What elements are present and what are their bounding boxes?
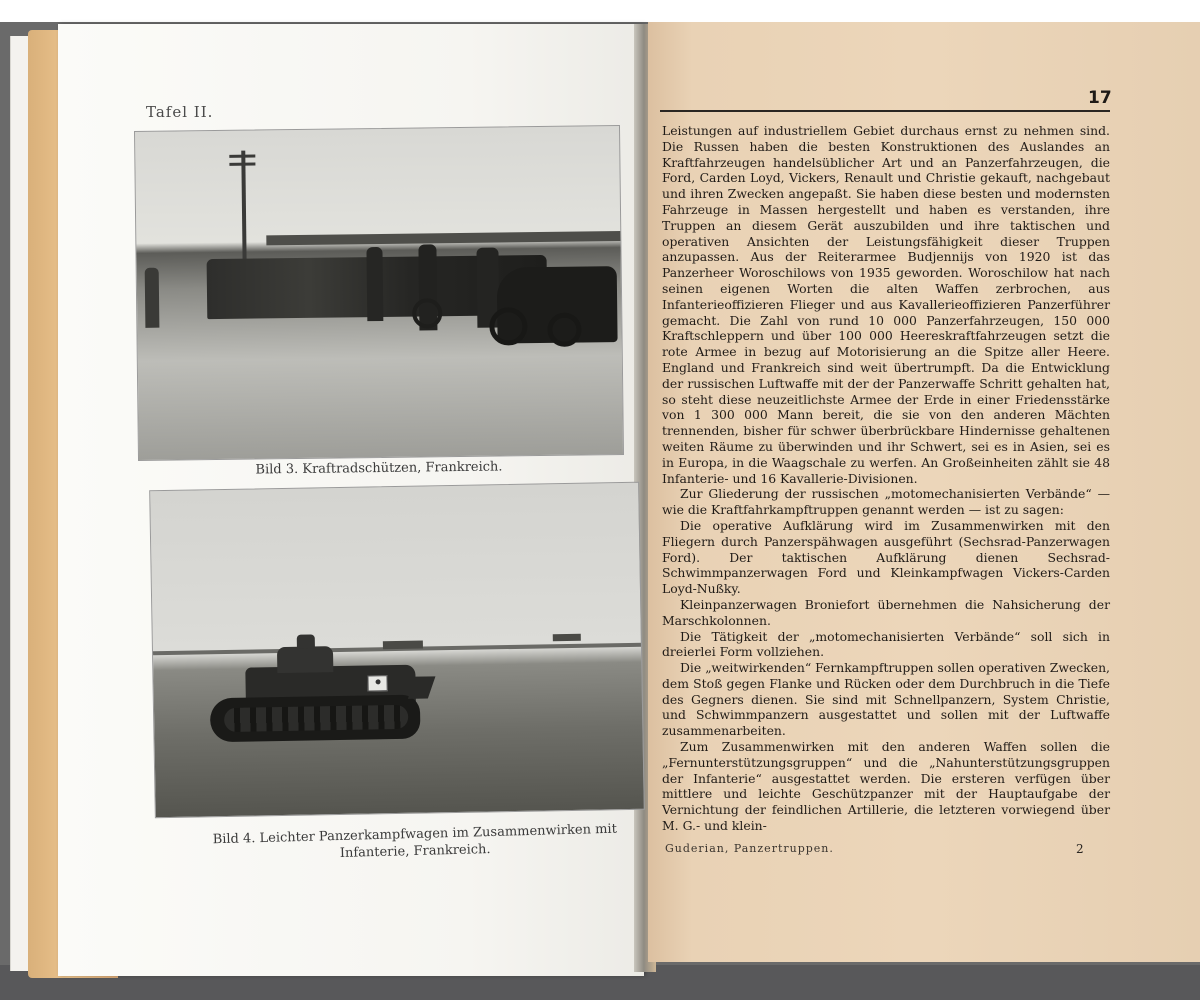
photo-caption: Bild 4. Leichter Panzerkampfwagen im Zusammenwirken mit Infanterie, Frankreich. (212, 821, 618, 861)
photo-caption: Bild 3. Kraftradschützen, Frankreich. (255, 459, 503, 478)
paragraph: Leistungen auf industriellem Gebiet durchaus ernst zu nehmen sind. Die Russen haben die besten Konstruktionen des Auslandes an Kraftfahrzeugen handelsüblicher Art und an Panzerfahrzeugen, die Ford, Carden Loyd, Vickers, Renault und Christie gekauft, nachgebaut und ihren Zwecken angepaßt. Sie haben diese besten und modernsten Fahrzeuge in Massen hergestellt und haben es verstanden, ihre Truppen an diesem Gerät auszubilden und ihre taktischen und operativen Ansichten der Leistungsfähigkeit dieser Truppen anzupassen. Aus der Reiterarmee Budjennijs von 1920 ist das Panzerheer Woroschilows von 1935 geworden. Woroschilow hat nach seinen eigenen Worten die alten Waffen zerbrochen, aus Infanterieoffizieren Flieger und aus Kavallerieoffizieren Panzerführer gemacht. Die Zahl von rund 10 000 Panzerfahrzeugen, 150 000 Kraftschleppern und über 100 000 Heereskraftfahrzeugen setzt die rote Armee in bezug auf Motorisierung an die Spitze aller Heere. England und Frankreich sind weit übertrumpft. Da die Entwicklung der russischen Luftwaffe mit der der Panzerwaffe Schritt gehalten hat, so steht diese neuzeitlichste Armee der Erde in einer Friedensstärke von 1 300 000 Mann bereit, die sie von den anderen Mächten trennenden, bisher für schwer überbrückbare Hindernisse gehaltenen weiten Räume zu überwinden und ihr Schwert, sei es in Asien, sei es in Europa, in die Waagschale zu werfen. An Großeinheiten zählt sie 48 Infanterie- und 16 Kavallerie-Divisionen. (662, 123, 1110, 486)
photo-light-tank (149, 482, 645, 819)
paragraph: Die operative Aufklärung wird im Zusammenwirken mit den Fliegern durch Panzerspähwagen ausgeführt (Sechsrad-Panzerwagen Ford). Der taktischen Aufklärung dienen Sechsrad-Schwimmpanzerwagen Ford und Kleinkampfwagen Vickers-Carden Loyd-Nußky. (662, 517, 1110, 597)
plate-label: Tafel II. (146, 103, 214, 121)
top-background (0, 0, 1200, 22)
paragraph: Die „weitwirkenden“ Fernkampftruppen sollen operativen Zwecken, dem Stoß gegen Flanke und Rücken oder dem Durchbruch in die Tiefe des Gegners dienen. Sie sind mit Schnellpanzern, System Christie, und Schwimmpanzern ausgestattet und sollen mit der Luftwaffe zusammenarbeiten. (662, 660, 1110, 739)
paragraph: Zur Gliederung der russischen „motomechanisierten Verbände“ — wie die Kraftfahrkampftruppen genannt werden — ist zu sagen: (662, 486, 1110, 518)
body-text (662, 123, 1110, 834)
page-number: 17 (1088, 88, 1112, 108)
photo-motorcycle-riflemen (134, 125, 624, 461)
paragraph: Kleinpanzerwagen Broniefort übernehmen die Nahsicherung der Marschkolonnen. (662, 596, 1110, 628)
header-rule (660, 110, 1110, 112)
paragraph: Zum Zusammenwirken mit den anderen Waffen sollen die „Fernunterstützungsgruppen“ und die „Nahunterstützungsgruppen der Infanterie“ ausgestattet werden. Die ersteren verfügen über mittlere und leichte Geschützpanzer mit der Hauptaufgabe der Vernichtung der feindlichen Artillerie, die letzteren vorwiegend über M. G.- und klein- (662, 739, 1110, 834)
paragraph: Die Tätigkeit der „motomechanisierten Verbände“ soll sich in dreierlei Form vollziehen. (662, 628, 1110, 660)
footer-signature: 2 (1076, 842, 1084, 856)
footer-author: Guderian, Panzertruppen. (665, 842, 834, 855)
